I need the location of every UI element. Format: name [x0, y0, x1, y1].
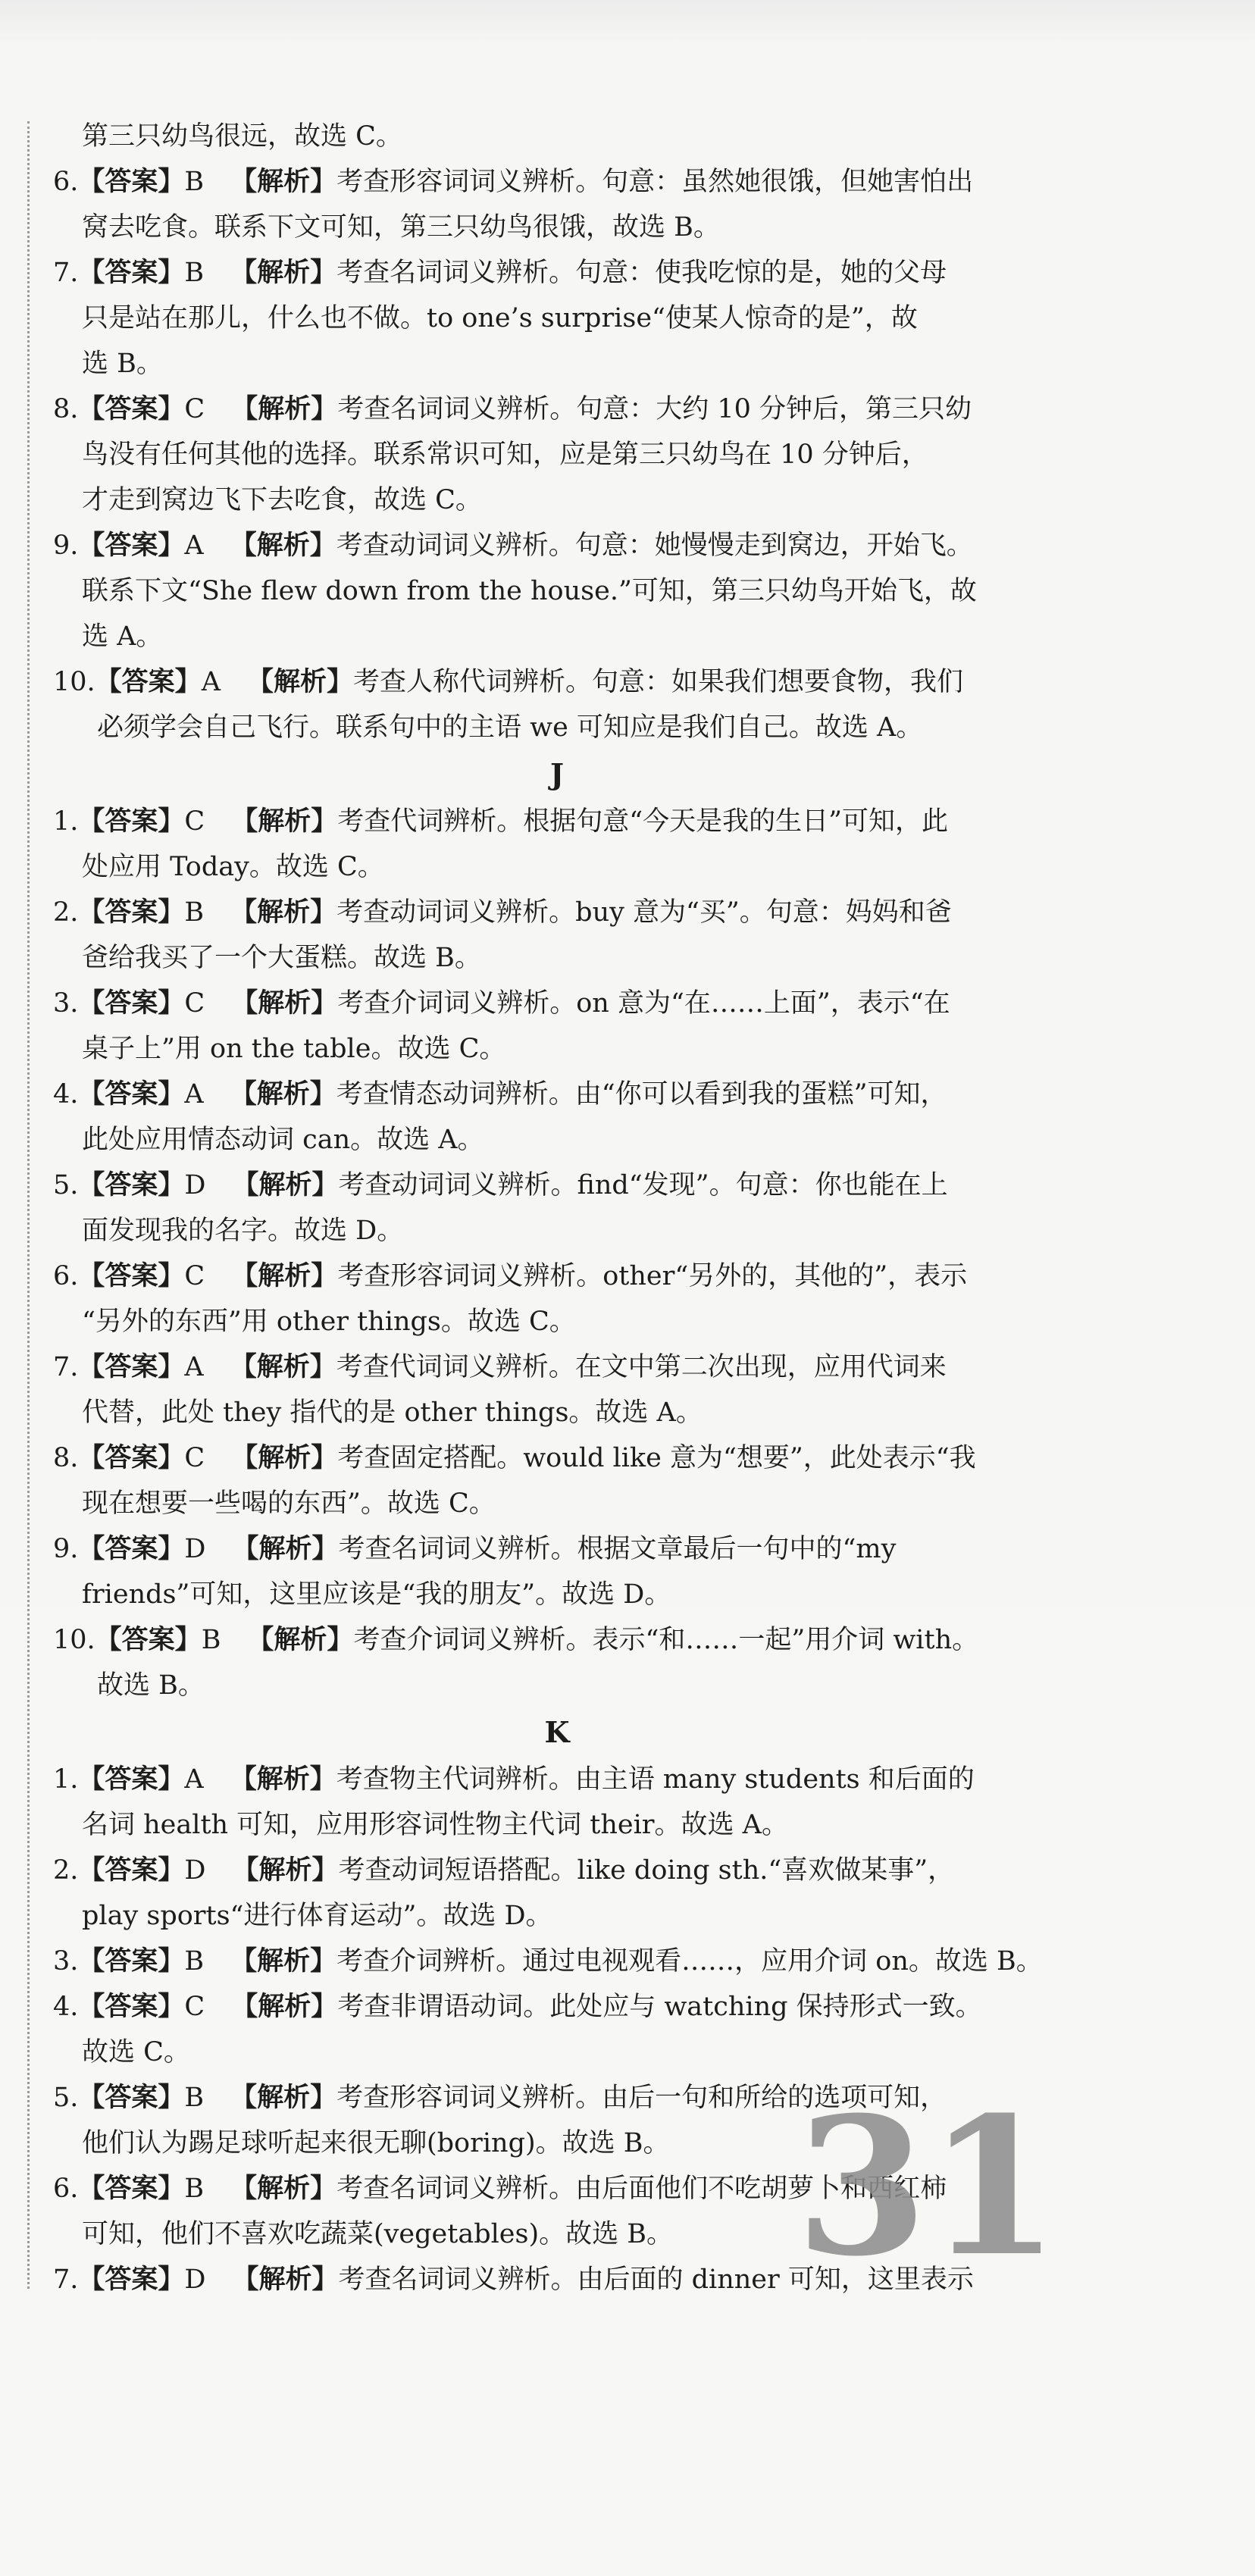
- answer-choice: D: [184, 1534, 206, 1564]
- item-number: 7.: [53, 258, 79, 288]
- analysis-text: 考查形容词词义辨析。由后一句和所给的选项可知，: [336, 2083, 947, 2113]
- analysis-continuation: 只是站在那儿，什么也不做。to one’s surprise“使某人惊奇的是”，故: [82, 303, 918, 333]
- answer-choice: B: [184, 2083, 205, 2113]
- answer-choice: D: [184, 1855, 206, 1886]
- item-number: 4.: [53, 1079, 79, 1110]
- item-number: 2.: [53, 897, 79, 928]
- answer-item: [53, 1072, 1061, 1117]
- analysis-text: 考查动词词义辨析。find“发现”。句意：你也能在上: [338, 1170, 948, 1200]
- answer-item: [53, 1163, 1061, 1208]
- answer-choice: A: [184, 1764, 204, 1795]
- answer-item: [53, 1526, 1061, 1572]
- analysis-continuation: 故选 C。: [82, 2037, 190, 2067]
- analysis-continuation: “另外的东西”用 other things。故选 C。: [82, 1307, 576, 1337]
- answer-label: 【答案】: [78, 1079, 185, 1110]
- answer-label: 【答案】: [78, 1992, 185, 2022]
- answer-content: [53, 114, 1061, 2302]
- analysis-continuation: 必须学会自己飞行。联系句中的主语 we 可知应是我们自己。故选 A。: [97, 712, 923, 743]
- answer-item: [53, 159, 1061, 205]
- analysis-label: 【解析】: [231, 988, 338, 1019]
- analysis-text: 考查动词短语搭配。like doing sth.“喜欢做某事”，: [338, 1855, 955, 1886]
- analysis-continuation: 名词 health 可知，应用形容词性物主代词 their。故选 A。: [82, 1810, 788, 1840]
- item-number: 6.: [53, 167, 79, 197]
- analysis-continuation: 可知，他们不喜欢吃蔬菜(vegetables)。故选 B。: [82, 2219, 673, 2249]
- answer-choice: D: [184, 1170, 206, 1200]
- analysis-label: 【解析】: [230, 1352, 336, 1382]
- analysis-text: 考查动词词义辨析。buy 意为“买”。句意：妈妈和爸: [336, 897, 952, 928]
- answer-choice: D: [184, 2265, 206, 2295]
- analysis-text: 考查名词词义辨析。根据文章最后一句中的“my: [338, 1534, 897, 1564]
- answer-choice: C: [184, 1443, 205, 1473]
- analysis-text: 考查名词词义辨析。由后面他们不吃胡萝卜和西红柿: [336, 2174, 947, 2204]
- item-number: 10.: [53, 667, 95, 697]
- analysis-text: 考查物主代词辨析。由主语 many students 和后面的: [336, 1764, 975, 1795]
- item-number: 1.: [53, 806, 79, 837]
- answer-item: [53, 659, 1061, 705]
- analysis-continuation: 代替，此处 they 指代的是 other things。故选 A。: [82, 1398, 703, 1428]
- analysis-label: 【解析】: [231, 1443, 338, 1473]
- answer-label: 【答案】: [78, 1352, 185, 1382]
- analysis-continuation: 此处应用情态动词 can。故选 A。: [82, 1125, 484, 1155]
- analysis-text: 考查介词词义辨析。on 意为“在……上面”，表示“在: [337, 988, 950, 1019]
- analysis-continuation: 处应用 Today。故选 C。: [82, 852, 384, 882]
- analysis-text: 考查名词词义辨析。句意：大约 10 分钟后，第三只幼: [337, 394, 972, 424]
- answer-choice: B: [184, 258, 205, 288]
- analysis-text: 考查介词词义辨析。表示“和……一起”用介词 with。: [353, 1625, 979, 1655]
- item-number: 6.: [53, 1261, 79, 1291]
- answer-choice: B: [184, 897, 205, 928]
- item-number: 7.: [53, 2265, 79, 2295]
- analysis-label: 【解析】: [231, 1261, 338, 1291]
- answer-item: [53, 1757, 1061, 1802]
- page-number: 31: [796, 2075, 1059, 2298]
- answer-choice: A: [184, 1352, 204, 1382]
- answer-label: 【答案】: [78, 258, 185, 288]
- analysis-text: 考查代词辨析。根据句意“今天是我的生日”可知，此: [337, 806, 949, 837]
- answer-choice: C: [184, 988, 205, 1019]
- answer-label: 【答案】: [78, 531, 185, 561]
- analysis-label: 【解析】: [230, 531, 336, 561]
- analysis-continuation: 才走到窝边飞下去吃食，故选 C。: [82, 485, 482, 515]
- answer-item: [53, 1984, 1061, 2030]
- answer-item: [53, 250, 1061, 296]
- analysis-label: 【解析】: [232, 1170, 339, 1200]
- item-number: 8.: [53, 1443, 79, 1473]
- analysis-label: 【解析】: [231, 1992, 338, 2022]
- answer-label: 【答案】: [78, 806, 185, 837]
- analysis-continuation: play sports“进行体育运动”。故选 D。: [82, 1901, 552, 1931]
- analysis-continuation: 第三只幼鸟很远，故选 C。: [82, 121, 402, 152]
- analysis-continuation: 桌子上”用 on the table。故选 C。: [82, 1034, 506, 1064]
- answer-label: 【答案】: [78, 1946, 185, 1977]
- analysis-text: 考查名词词义辨析。由后面的 dinner 可知，这里表示: [338, 2265, 974, 2295]
- answer-choice: A: [201, 667, 221, 697]
- answer-item: [53, 1254, 1061, 1299]
- answer-item: [53, 523, 1061, 568]
- answer-item: [53, 890, 1061, 935]
- analysis-continuation: friends”可知，这里应该是“我的朋友”。故选 D。: [82, 1579, 671, 1610]
- analysis-continuation: 联系下文“She flew down from the house.”可知，第三只幼鸟开始飞，故: [82, 576, 977, 606]
- analysis-text: 考查形容词词义辨析。other“另外的，其他的”，表示: [337, 1261, 968, 1291]
- item-number: 8.: [53, 394, 79, 424]
- answer-label: 【答案】: [78, 988, 185, 1019]
- item-number: 1.: [53, 1764, 79, 1795]
- analysis-label: 【解析】: [231, 806, 338, 837]
- answer-choice: B: [184, 167, 205, 197]
- item-number: 9.: [53, 531, 79, 561]
- analysis-label: 【解析】: [230, 1946, 337, 1977]
- analysis-text: 考查形容词词义辨析。句意：虽然她很饿，但她害怕出: [336, 167, 974, 197]
- item-number: 6.: [53, 2174, 79, 2204]
- item-number: 5.: [53, 2083, 79, 2113]
- answer-choice: A: [184, 531, 204, 561]
- answer-choice: C: [184, 1992, 205, 2022]
- answer-label: 【答案】: [78, 1170, 185, 1200]
- item-number: 3.: [53, 1946, 79, 1977]
- item-number: 4.: [53, 1992, 79, 2022]
- section-heading: J: [550, 757, 564, 791]
- section-heading: K: [544, 1715, 570, 1749]
- answer-label: 【答案】: [95, 1625, 202, 1655]
- answer-label: 【答案】: [78, 2083, 185, 2113]
- item-number: 10.: [53, 1625, 95, 1655]
- analysis-continuation: 故选 B。: [97, 1670, 205, 1701]
- analysis-text: 考查名词词义辨析。句意：使我吃惊的是，她的父母: [336, 258, 947, 288]
- analysis-label: 【解析】: [230, 2083, 337, 2113]
- analysis-label: 【解析】: [230, 258, 337, 288]
- analysis-label: 【解析】: [232, 2265, 339, 2295]
- answer-choice: C: [184, 1261, 205, 1291]
- item-number: 5.: [53, 1170, 79, 1200]
- analysis-continuation: 现在想要一些喝的东西”。故选 C。: [82, 1488, 496, 1519]
- answer-choice: A: [184, 1079, 204, 1110]
- analysis-label: 【解析】: [246, 667, 353, 697]
- answer-item: [53, 387, 1061, 432]
- analysis-label: 【解析】: [230, 1079, 336, 1110]
- answer-label: 【答案】: [78, 1764, 185, 1795]
- analysis-text: 考查人称代词辨析。句意：如果我们想要食物，我们: [352, 667, 963, 697]
- answer-label: 【答案】: [78, 1443, 185, 1473]
- answer-choice: B: [184, 1946, 205, 1977]
- analysis-continuation: 鸟没有任何其他的选择。联系常识可知，应是第三只幼鸟在 10 分钟后，: [82, 440, 928, 470]
- answer-item: [53, 1939, 1061, 1984]
- analysis-text: 考查动词词义辨析。句意：她慢慢走到窝边，开始飞。: [336, 531, 973, 561]
- answer-choice: C: [184, 394, 205, 424]
- analysis-label: 【解析】: [232, 1534, 339, 1564]
- analysis-continuation: 他们认为踢足球听起来很无聊(boring)。故选 B。: [82, 2128, 670, 2158]
- answer-item: [53, 1617, 1061, 1663]
- answer-label: 【答案】: [78, 167, 185, 197]
- analysis-text: 考查非谓语动词。此处应与 watching 保持形式一致。: [337, 1992, 982, 2022]
- answer-label: 【答案】: [78, 1534, 185, 1564]
- analysis-text: 考查介词辨析。通过电视观看……，应用介词 on。故选 B。: [336, 1946, 1043, 1977]
- analysis-label: 【解析】: [231, 394, 338, 424]
- item-number: 7.: [53, 1352, 79, 1382]
- answer-item: [53, 1435, 1061, 1481]
- analysis-continuation: 面发现我的名字。故选 D。: [82, 1216, 404, 1246]
- answer-item: [53, 799, 1061, 844]
- analysis-continuation: 选 B。: [82, 349, 163, 379]
- answer-label: 【答案】: [78, 897, 185, 928]
- answer-label: 【答案】: [78, 394, 185, 424]
- analysis-label: 【解析】: [247, 1625, 354, 1655]
- answer-label: 【答案】: [78, 2265, 185, 2295]
- analysis-label: 【解析】: [230, 897, 337, 928]
- answer-item: [53, 981, 1061, 1026]
- analysis-text: 考查代词词义辨析。在文中第二次出现，应用代词来: [336, 1352, 947, 1382]
- item-number: 2.: [53, 1855, 79, 1886]
- analysis-label: 【解析】: [230, 2174, 337, 2204]
- binding-margin-rule: [27, 121, 30, 2289]
- analysis-label: 【解析】: [232, 1855, 339, 1886]
- analysis-label: 【解析】: [230, 1764, 336, 1795]
- answer-choice: C: [184, 806, 205, 837]
- answer-choice: B: [201, 1625, 221, 1655]
- analysis-text: 考查情态动词辨析。由“你可以看到我的蛋糕”可知，: [336, 1079, 947, 1110]
- analysis-continuation: 爸给我买了一个大蛋糕。故选 B。: [82, 943, 481, 973]
- analysis-continuation: 选 A。: [82, 621, 163, 652]
- item-number: 9.: [53, 1534, 79, 1564]
- answer-item: [53, 1848, 1061, 1893]
- item-number: 3.: [53, 988, 79, 1019]
- analysis-text: 考查固定搭配。would like 意为“想要”，此处表示“我: [337, 1443, 976, 1473]
- answer-label: 【答案】: [78, 2174, 185, 2204]
- answer-label: 【答案】: [78, 1855, 185, 1886]
- analysis-label: 【解析】: [230, 167, 337, 197]
- analysis-continuation: 窝去吃食。联系下文可知，第三只幼鸟很饿，故选 B。: [82, 212, 720, 243]
- answer-item: [53, 1344, 1061, 1390]
- answer-choice: B: [184, 2174, 205, 2204]
- answer-label: 【答案】: [95, 667, 202, 697]
- answer-label: 【答案】: [78, 1261, 185, 1291]
